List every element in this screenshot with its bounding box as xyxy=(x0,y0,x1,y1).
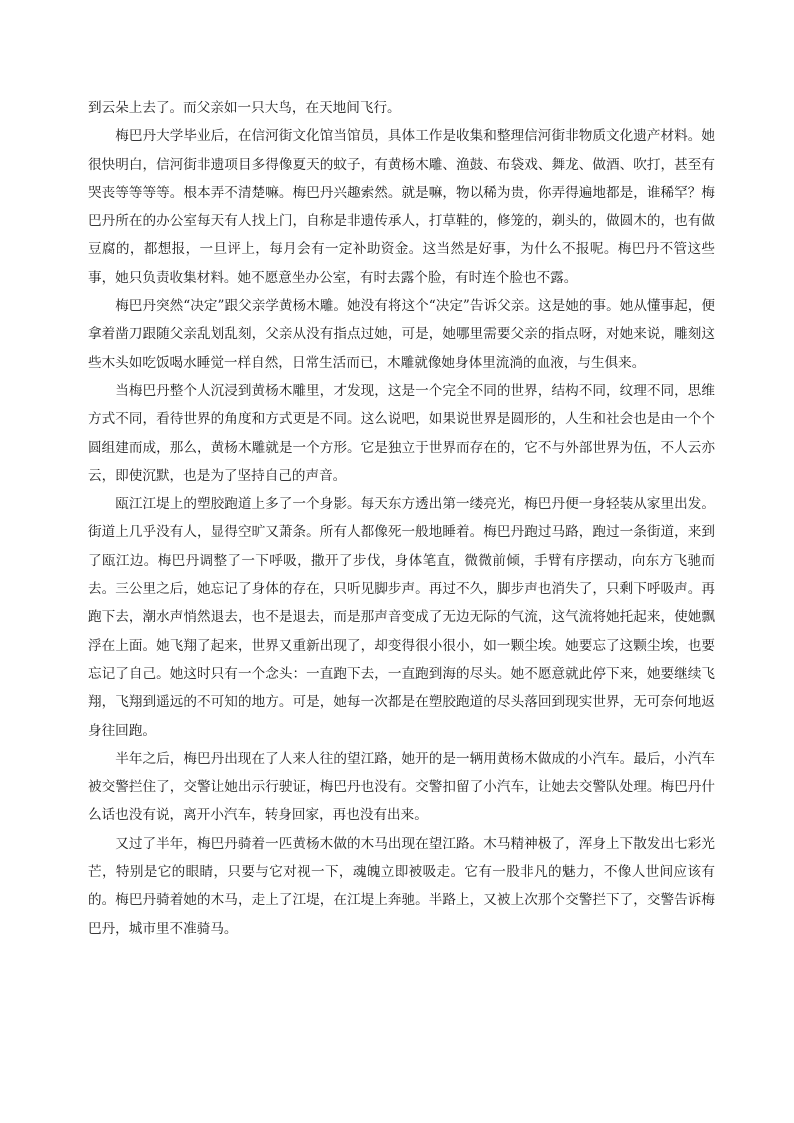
paragraph-6: 半年之后，梅巴丹出现在了人来人往的望江路，她开的是一辆用黄杨木做成的小汽车。最后，小汽车被交警拦住了，交警让她出示行驶证，梅巴丹也没有。交警扣留了小汽车，让她去交警队处理。梅巴丹什么话也没有说，离开小汽车，转身回家，再也没有出来。 xyxy=(88,750,715,824)
paragraph-1: 到云朵上去了。而父亲如一只大鸟，在天地间飞行。 xyxy=(88,100,401,116)
paragraph-7: 又过了半年，梅巴丹骑着一匹黄杨木做的木马出现在望江路。木马精神极了，浑身上下散发出七彩光芒，特别是它的眼睛，只要与它对视一下，魂魄立即被吸走。它有一股非凡的魅力，不像人世间应该有的。梅巴丹骑着她的木马，走上了江堤，在江堤上奔驰。半路上，又被上次那个交警拦下了，交警告诉梅巴丹，城市里不准骑马。 xyxy=(88,835,715,937)
paragraph-3: 梅巴丹突然“决定”跟父亲学黄杨木雕。她没有将这个“决定”告诉父亲。这是她的事。她从懂事起，便拿着凿刀跟随父亲乱划乱刻，父亲从没有指点过她，可是，她哪里需要父亲的指点呀，对她来说，雕刻这些木头如吃饭喝水睡觉一样自然，日常生活而已，木雕就像她身体里流淌的血液，与生俱来。 xyxy=(88,298,715,371)
paragraph-2: 梅巴丹大学毕业后，在信河街文化馆当馆员，具体工作是收集和整理信河街非物质文化遗产材料。她很快明白，信河街非遗项目多得像夏天的蚊子，有黄杨木雕、渔鼓、布袋戏、舞龙、做酒、吹打，甚至有哭丧等等等等。根本弄不清楚嘛。梅巴丹兴趣索然。就是嘛，物以稀为贵，你弄得遍地都是，谁稀罕？梅巴丹所在的办公室每天有人找上门，自称是非遗传承人，打草鞋的，修笼的，剃头的，做圆木的，也有做豆腐的，都想报，一旦评上，每月会有一定补助资金。这当然是好事，为什么不报呢。梅巴丹不管这些事，她只负责收集材料。她不愿意坐办公室，有时去露个脸，有时连个脸也不露。 xyxy=(88,128,715,286)
paragraph-5: 瓯江江堤上的塑胶跑道上多了一个身影。每天东方透出第一缕亮光，梅巴丹便一身轻装从家里出发。街道上几乎没有人，显得空旷又萧条。所有人都像死一般地睡着。梅巴丹跑过马路，跑过一条街道，来到了瓯江边。梅巴丹调整了一下呼吸，撒开了步伐，身体笔直，微微前倾，手臂有序摆动，向东方飞驰而去。三公里之后，她忘记了身体的存在，只听见脚步声。再过不久，脚步声也消失了，只剩下呼吸声。再跑下去，潮水声悄然退去，也不是退去，而是那声音变成了无边无际的气流，这气流将她托起来，使她飘浮在上面。她飞翔了起来，世界又重新出现了，却变得很小很小，如一颗尘埃。她要忘了这颗尘埃，也要忘记了自己。她这时只有一个念头：一直跑下去，一直跑到海的尽头。她不愿意就此停下来，她要继续飞翔，飞翔到遥远的不可知的地方。可是，她每一次都是在塑胶跑道的尽头落回到现实世界，无可奈何地返身往回跑。 xyxy=(88,496,715,739)
paragraph-4: 当梅巴丹整个人沉浸到黄杨木雕里，才发现，这是一个完全不同的世界，结构不同，纹理不同，思维方式不同，看待世界的角度和方式更是不同。这么说吧，如果说世界是圆形的，人生和社会也是由一个个圆组建而成，那么，黄杨木雕就是一个方形。它是独立于世界而存在的，它不与外部世界为伍，不人云亦云，即使沉默，也是为了坚持自己的声音。 xyxy=(88,382,715,484)
document-page xyxy=(88,94,715,943)
